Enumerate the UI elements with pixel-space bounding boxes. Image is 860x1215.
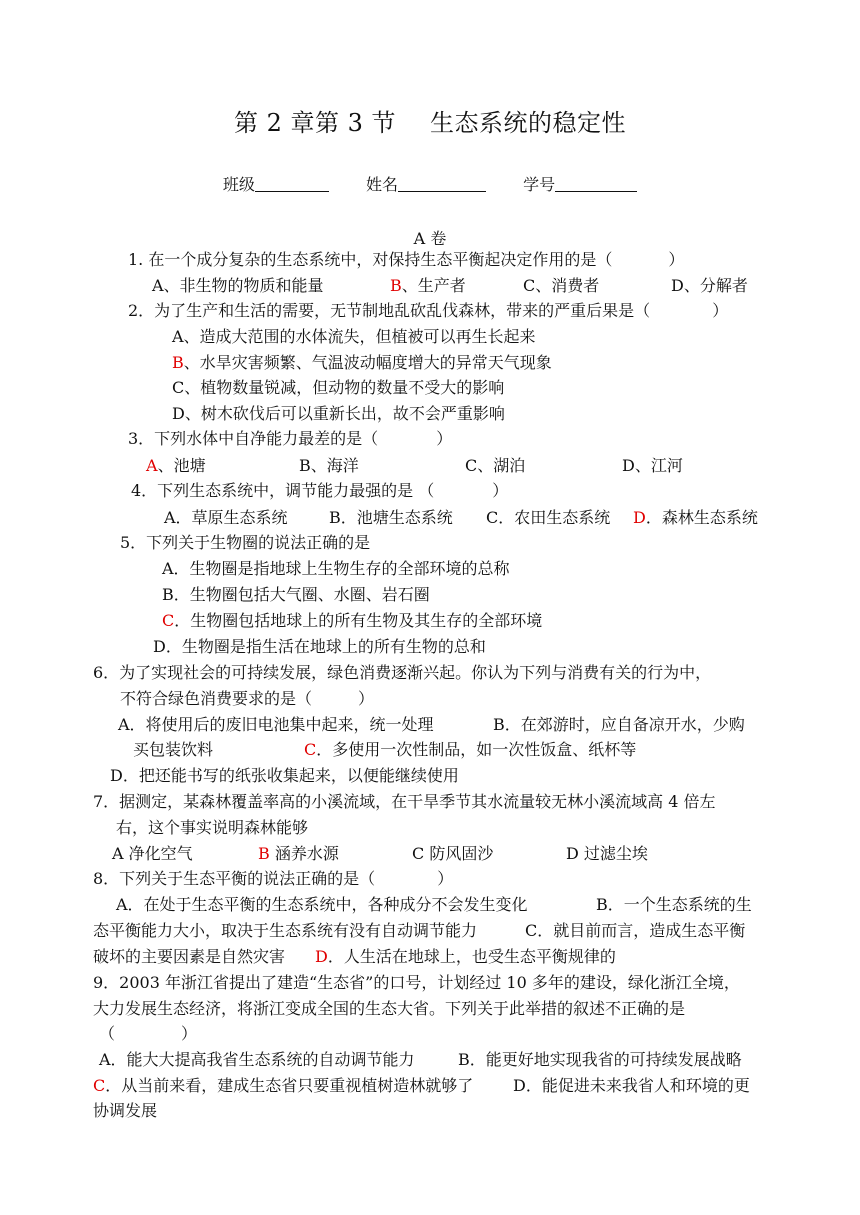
question-1-options (152, 275, 748, 297)
question-7-stem-line1: 7．据测定，某森林覆盖率高的小溪流域，在干旱季节其水流量较无林小溪流域高 4 倍左 (93, 792, 716, 811)
q4-option-c: C．农田生态系统 (486, 508, 611, 527)
question-4-options (164, 507, 758, 529)
q9-option-c: C．从当前来看，建成生态省只要重视植树造林就够了 (93, 1076, 474, 1095)
q3-option-b: B、海洋 (299, 456, 359, 475)
q8-line2: 态平衡能力大小，取决于生态系统有没有自动调节能力 C．就目前而言，造成生态平衡 (93, 921, 746, 940)
q7-option-b: B 涵养水源 (258, 844, 339, 863)
question-6-stem-line1: 6．为了实现社会的可持续发展，绿色消费逐渐兴起。你认为下列与消费有关的行为中， (93, 663, 712, 682)
q8-line1: A．在处于生态平衡的生态系统中，各种成分不会发生变化 B．一个生态系统的生 (116, 895, 752, 914)
question-7-stem-line2: 右，这个事实说明森林能够 (116, 818, 309, 837)
question-5-stem: 5．下列关于生物圈的说法正确的是 (120, 533, 371, 552)
class-field[interactable]: 班级 (223, 172, 329, 195)
q7-option-d: D 过滤尘埃 (566, 844, 648, 863)
q9-options-line2 (93, 1075, 750, 1097)
q1-option-c: C、消费者 (523, 276, 600, 295)
q6-option-c: C．多使用一次性制品，如一次性饭盒、纸杯等 (304, 740, 637, 759)
q9-line6: 协调发展 (93, 1101, 158, 1120)
question-8-stem: 8．下列关于生态平衡的说法正确的是（ ） (93, 869, 454, 888)
number-field[interactable]: 学号 (523, 172, 637, 195)
q6-option-b: B．在郊游时，应自备凉开水，少购 (493, 715, 745, 734)
q5-option-d: D．生物圈是指生活在地球上的所有生物的总和 (153, 637, 486, 656)
question-3-stem: 3．下列水体中自净能力最差的是（ ） (128, 429, 453, 448)
question-9-line1: 9．2003 年浙江省提出了建造“生态省”的口号，计划经过 10 多年的建设，绿化浙江全境， (93, 973, 740, 992)
q1-option-d: D、分解者 (671, 276, 748, 295)
q5-option-a: A．生物圈是指地球上生物生存的全部环境的总称 (162, 559, 510, 578)
q6-option-a: A．将使用后的废旧电池集中起来，统一处理 (118, 715, 434, 734)
name-field[interactable]: 姓名 (366, 172, 486, 195)
question-4-stem: 4．下列生态系统中，调节能力最强的是 （ ） (131, 481, 509, 500)
topic-label: 生态系统的稳定性 (430, 109, 627, 137)
q9-option-a: A．能大大提高我省生态系统的自动调节能力 (99, 1050, 415, 1069)
page-title (0, 103, 860, 138)
question-2-stem: 2．为了生产和生活的需要，无节制地乱砍乱伐森林，带来的严重后果是（ ） (128, 301, 729, 320)
section-heading: A 卷 (413, 229, 447, 248)
q7-option-c: C 防风固沙 (412, 844, 494, 863)
q7-option-a: A 净化空气 (112, 844, 193, 863)
q3-option-c: C、湖泊 (465, 456, 526, 475)
q8-line3: 破坏的主要因素是自然灾害 D．人生活在地球上，也受生态平衡规律的 (93, 947, 616, 966)
q6-option-d: D．把还能书写的纸张收集起来，以便能继续使用 (110, 766, 459, 785)
q5-option-b: B．生物圈包括大气圈、水圈、岩石圈 (162, 585, 430, 604)
q5-option-c: C．生物圈包括地球上的所有生物及其生存的全部环境 (162, 611, 543, 630)
question-9-line2: 大力发展生态经济，将浙江变成全国的生态大省。下列关于此举措的叙述不正确的是 (93, 999, 686, 1018)
question-6-stem-line2: 不符合绿色消费要求的是（ ） (120, 689, 375, 708)
q1-option-b: B、生产者 (390, 276, 466, 295)
q3-option-a: A、池塘 (146, 456, 206, 475)
q6-options-line2: 买包装饮料 C．多使用一次性制品，如一次性饭盒、纸杯等 (133, 740, 637, 759)
question-1-stem: 1. 在一个成分复杂的生态系统中，对保持生态平衡起决定作用的是（ ） (128, 250, 685, 269)
q6-options-line1 (118, 714, 745, 736)
q2-option-b: B、水旱灾害频繁、气温波动幅度增大的异常天气现象 (172, 353, 552, 372)
q3-option-d: D、江河 (622, 456, 683, 475)
question-9-answer-paren: （ ） (99, 1024, 198, 1043)
chapter-label: 第 2 章第 3 节 (233, 109, 397, 137)
q2-option-a: A、造成大范围的水体流失，但植被可以再生长起来 (172, 327, 536, 346)
q9-option-b: B．能更好地实现我省的可持续发展战略 (458, 1050, 742, 1069)
q4-option-a: A．草原生态系统 (164, 508, 288, 527)
question-3-options (146, 455, 683, 477)
q2-option-d: D、树木砍伐后可以重新长出，故不会严重影响 (172, 404, 505, 423)
q4-option-d: D．森林生态系统 (633, 508, 758, 527)
q9-option-d: D．能促进未来我省人和环境的更 (513, 1076, 750, 1095)
q1-option-a: A、非生物的物质和能量 (152, 276, 324, 295)
q4-option-b: B．池塘生态系统 (329, 508, 453, 527)
student-info-row (0, 172, 860, 195)
q9-options-line1 (99, 1049, 742, 1071)
question-7-options (112, 843, 648, 865)
q2-option-c: C、植物数量锐减，但动物的数量不受大的影响 (172, 378, 505, 397)
